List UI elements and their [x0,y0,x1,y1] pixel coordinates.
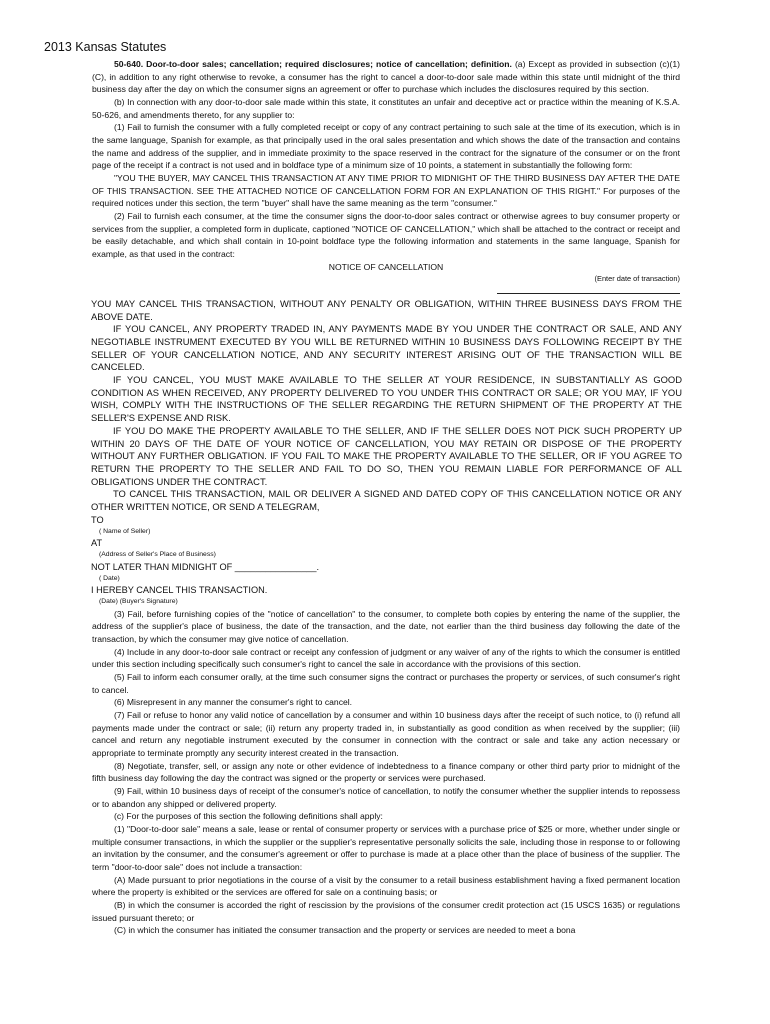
notice-to: TO [91,514,104,525]
paragraph-a: (a) Except as provided in subsection (c)(1)(C), in addition to any right otherwise to revoke, a consumer has the right to cancel a door-to-door sale made within this state until midnight of the third business day after the day on which the consumer signs an agreement or offer to purchase which includes the disclosures required by this section. [92,59,680,95]
provision-paragraph: (3) Fail, before furnishing copies of the "notice of cancellation" to the consumer, to complete both copies by entering the name of the supplier, the address of the supplier's place of business, the date of the transaction, and the date, not earlier than the third business day following the date of the transaction, by which the consumer may give notice of cancellation. [92,608,680,645]
not-later-than: NOT LATER THAN MIDNIGHT OF ________________. [91,561,320,572]
provision-paragraph: (1) "Door-to-door sale" means a sale, lease or rental of consumer property or services with a purchase price of $25 or more, whether under single or multiple consumer transactions, in which the supplier or the supplier's representative personally solicits the sale, including those in response to or following an invitation by the consumer, and the consumer's agreement or offer to purchase is made at a place other than the place of business of the supplier. The term "door-to-door sale" does not include a transaction: [92,823,680,872]
notice-para-5: TO CANCEL THIS TRANSACTION, MAIL OR DELIVER A SIGNED AND DATED COPY OF THIS CANCELLATION NOTICE OR ANY OTHER WRITTEN NOTICE, OR SEND A TELEGRAM, [91,488,682,513]
provision-paragraph: (A) Made pursuant to prior negotiations in the course of a visit by the consumer to a retail business establishment having a fixed permanent location where the property is exhibited or the services are offered for sale on a continuing basis; or [92,874,680,898]
provision-paragraph: (5) Fail to inform each consumer orally, at the time such consumer signs the contract or purchases the property or services, of such consumer's right to cancel. [92,672,680,695]
notice-body [91,298,682,608]
statute-body [92,58,680,937]
date-label: ( Date) [99,574,120,582]
date-line [497,293,680,294]
notice-para-1: YOU MAY CANCEL THIS TRANSACTION, WITHOUT ANY PENALTY OR OBLIGATION, WITHIN THREE BUSINESS DAYS FROM THE ABOVE DATE. [91,297,682,322]
notice-title: NOTICE OF CANCELLATION [328,261,444,272]
provision-paragraph: (6) Misrepresent in any manner the consumer's right to cancel. [114,697,353,708]
paragraph-b2: (2) Fail to furnish each consumer, at the time the consumer signs the door-to-door sales contract or otherwise agrees to buy consumer property or services from the supplier, a completed form in duplicate, captioned "NOTICE OF CANCELLATION," which shall be attached to the contract or receipt and be easily detachable, and which shall contain in 10-point boldface type the following information and statements in the same language, Spanish for example, as that used in the contract: [92,210,680,259]
after-notice-provisions [92,608,680,937]
provision-paragraph: (9) Fail, within 10 business days of receipt of the consumer's notice of cancellation, to notify the consumer whether the supplier intends to repossess or to abandon any shipped or delivered property. [92,785,680,809]
page-header: 2013 Kansas Statutes [44,40,167,54]
seller-address-label: (Address of Seller's Place of Business) [99,551,216,559]
notice-para-4: IF YOU DO MAKE THE PROPERTY AVAILABLE TO THE SELLER, AND IF THE SELLER DOES NOT PICK SUCH PROPERTY UP WITHIN 20 DAYS OF THE DATE OF YOUR NOTICE OF CANCELLATION, YOU MAY RETAIN OR DISPOSE OF THE PROPERTY WITHOUT ANY FURTHER OBLIGATION. IF YOU FAIL TO MAKE THE PROPERTY AVAILABLE TO THE SELLER, OR IF YOU AGREE TO RETURN THE PROPERTY TO THE SELLER AND FAIL TO DO SO, THEN YOU REMAIN LIABLE FOR PERFORMANCE OF ALL OBLIGATIONS UNDER THE CONTRACT. [91,424,682,487]
notice-para-2: IF YOU CANCEL, ANY PROPERTY TRADED IN, ANY PAYMENTS MADE BY YOU UNDER THE CONTRACT OR SALE, AND ANY NEGOTIABLE INSTRUMENT EXECUTED BY YOU WILL BE RETURNED WITHIN 10 BUSINESS DAYS FOLLOWING RECEIPT BY THE SELLER OF YOUR CANCELLATION NOTICE, AND ANY SECURITY INTEREST ARISING OUT OF THE TRANSACTION WILL BE CANCELED. [91,323,682,373]
provision-paragraph: (8) Negotiate, transfer, sell, or assign any note or other evidence of indebtedness to a finance company or other third party prior to midnight of the fifth business day following the day the contract was signed or the property or services were purchased. [92,760,680,784]
date-hint: (Enter date of transaction) [594,274,680,284]
provision-paragraph: (7) Fail or refuse to honor any valid notice of cancellation by a consumer and within 10 business days after the receipt of such notice, to (i) refund all payments made under the contract or sale; (ii) return any property traded in, in substantially as good condition as when received by the supplier; (iii) cancel and return any negotiable instrument executed by the consumer in connection with the contract or sale and take any action necessary or appropriate to terminate promptly any security interest created in the transaction. [92,710,680,758]
provision-paragraph: (C) in which the consumer has initiated the consumer transaction and the property or services are needed to meet a bona [114,925,576,936]
paragraph-b1-quote: "YOU THE BUYER, MAY CANCEL THIS TRANSACTION AT ANY TIME PRIOR TO MIDNIGHT OF THE THIRD BUSINESS DAY AFTER THE DATE OF THIS TRANSACTION. SEE THE ATTACHED NOTICE OF CANCELLATION FORM FOR AN EXPLANATION OF THIS RIGHT." For purposes of the required notices under this section, the term "buyer" shall have the same meaning as the term "consumer." [92,172,680,209]
paragraph-b: (b) In connection with any door-to-door sale made within this state, it constitutes an unfair and deceptive act or practice within the meaning of K.S.A. 50-626, and amendments thereto, for any supplier to: [92,96,680,120]
notice-at: AT [91,538,103,549]
signature-label: (Date) (Buyer's Signature) [99,598,178,606]
seller-name-label: ( Name of Seller) [99,527,151,535]
paragraph-b1: (1) Fail to furnish the consumer with a fully completed receipt or copy of any contract pertaining to such sale at the time of its execution, which is in the same language, Spanish for example, as that principally used in the oral sales presentation and which shows the date of the transaction and contains the name and address of the supplier, and in immediate proximity to the space reserved in the contract for the signature of the consumer or on the front page of the receipt if a contract is not used and in boldface type of a minimum size of 10 points, a statement in substantially the following form: [92,122,680,171]
provision-paragraph: (B) in which the consumer is accorded the right of rescission by the provisions of the consumer credit protection act (15 USCS 1635) or regulations issued pursuant thereto; or [92,899,680,923]
section-heading: 50-640. Door-to-door sales; cancellation; required disclosures; notice of cancellation; definition. [114,59,512,69]
provision-paragraph: (4) Include in any door-to-door sale contract or receipt any confession of judgment or any waiver of any of the rights to which the consumer is entitled under this section including specifically such consumer's right to cancel the sale in accordance with the provisions of this section. [92,646,680,670]
section-a [92,58,680,96]
hereby-cancel: I HEREBY CANCEL THIS TRANSACTION. [91,585,268,596]
provision-paragraph: (c) For the purposes of this section the following definitions shall apply: [114,811,383,822]
notice-para-3: IF YOU CANCEL, YOU MUST MAKE AVAILABLE TO THE SELLER AT YOUR RESIDENCE, IN SUBSTANTIALLY AS GOOD CONDITION AS WHEN RECEIVED, ANY PROPERTY DELIVERED TO YOU UNDER THIS CONTRACT OR SALE; OR YOU MAY, IF YOU WISH, COMPLY WITH THE INSTRUCTIONS OF THE SELLER REGARDING THE RETURN SHIPMENT OF THE PROPERTY AT THE SELLER'S EXPENSE AND RISK. [91,374,682,424]
